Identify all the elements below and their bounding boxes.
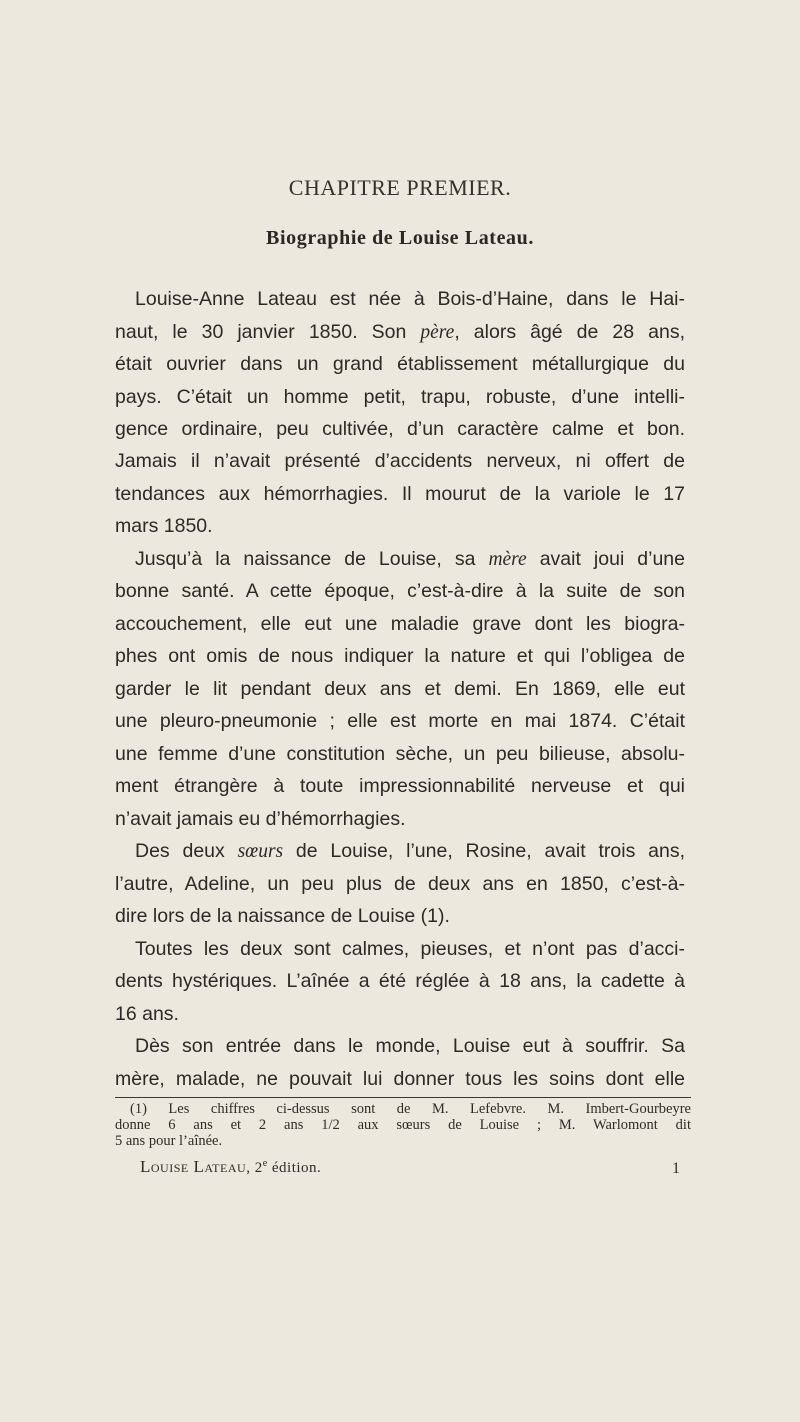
text-line: naut, le 30 janvier 1850. Son père, alors âgé de 28 ans, — [115, 321, 685, 343]
chapter-heading: CHAPITRE PREMIER. — [288, 175, 512, 200]
text-line: garder le lit pendant deux ans et demi. En 1869, elle eut — [115, 678, 685, 700]
chapter-subtitle: Biographie de Louise Lateau. — [266, 227, 534, 249]
text-line: phes ont omis de nous indiquer la nature et qui l’obligea de — [115, 645, 685, 667]
text-line: une femme d’une constitution sèche, un peu bilieuse, absolu- — [115, 743, 685, 765]
text-line: bonne santé. A cette époque, c’est-à-dire à la suite de son — [115, 580, 685, 602]
text-line: mars 1850. — [115, 515, 213, 537]
text-line: Jamais il n’avait présenté d’accidents nerveux, ni offert de — [115, 450, 685, 472]
footnote-line: 5 ans pour l’aînée. — [115, 1133, 223, 1149]
text-line: Louise-Anne Lateau est née à Bois-d’Haine, dans le Hai- — [135, 288, 685, 310]
text-line: Des deux sœurs de Louise, l’une, Rosine, avait trois ans, — [135, 840, 685, 862]
text-line: n’avait jamais eu d’hémorrhagies. — [115, 808, 406, 830]
text-line: pays. C’était un homme petit, trapu, robuste, d’une intelli- — [115, 386, 685, 408]
text-line: Dès son entrée dans le monde, Louise eut à souffrir. Sa — [135, 1035, 685, 1057]
text-line: 16 ans. — [115, 1003, 179, 1025]
text-line: mère, malade, ne pouvait lui donner tous les soins dont elle — [115, 1068, 685, 1090]
footnote-line: donne 6 ans et 2 ans 1/2 aux sœurs de Louise ; M. Warlomont dit — [115, 1117, 691, 1133]
signature-mark: 1 — [672, 1160, 680, 1177]
text-line: Toutes les deux sont calmes, pieuses, et n’ont pas d’acci- — [135, 938, 685, 960]
text-line: accouchement, elle eut une maladie grave dont les biogra- — [115, 613, 685, 635]
running-footer-signature: Louise Lateau, 2e édition. — [140, 1157, 322, 1176]
footnote-line: (1) Les chiffres ci-dessus sont de M. Lefebvre. M. Imbert-Gourbeyre — [130, 1101, 691, 1117]
text-line: était ouvrier dans un grand établissement métallurgique du — [115, 353, 685, 375]
text-line: une pleuro-pneumonie ; elle est morte en mai 1874. C’était — [115, 710, 685, 732]
text-line: dents hystériques. L’aînée a été réglée à 18 ans, la cadette à — [115, 970, 685, 992]
text-line: l’autre, Adeline, un peu plus de deux ans en 1850, c’est-à- — [115, 873, 685, 895]
text-line: tendances aux hémorrhagies. Il mourut de la variole le 17 — [115, 483, 685, 505]
text-line: gence ordinaire, peu cultivée, d’un caractère calme et bon. — [115, 418, 685, 440]
text-line: dire lors de la naissance de Louise (1). — [115, 905, 450, 927]
footnote-divider — [115, 1097, 691, 1098]
text-line: ment étrangère à toute impressionnabilité nerveuse et qui — [115, 775, 685, 797]
text-line: Jusqu’à la naissance de Louise, sa mère avait joui d’une — [135, 548, 685, 570]
